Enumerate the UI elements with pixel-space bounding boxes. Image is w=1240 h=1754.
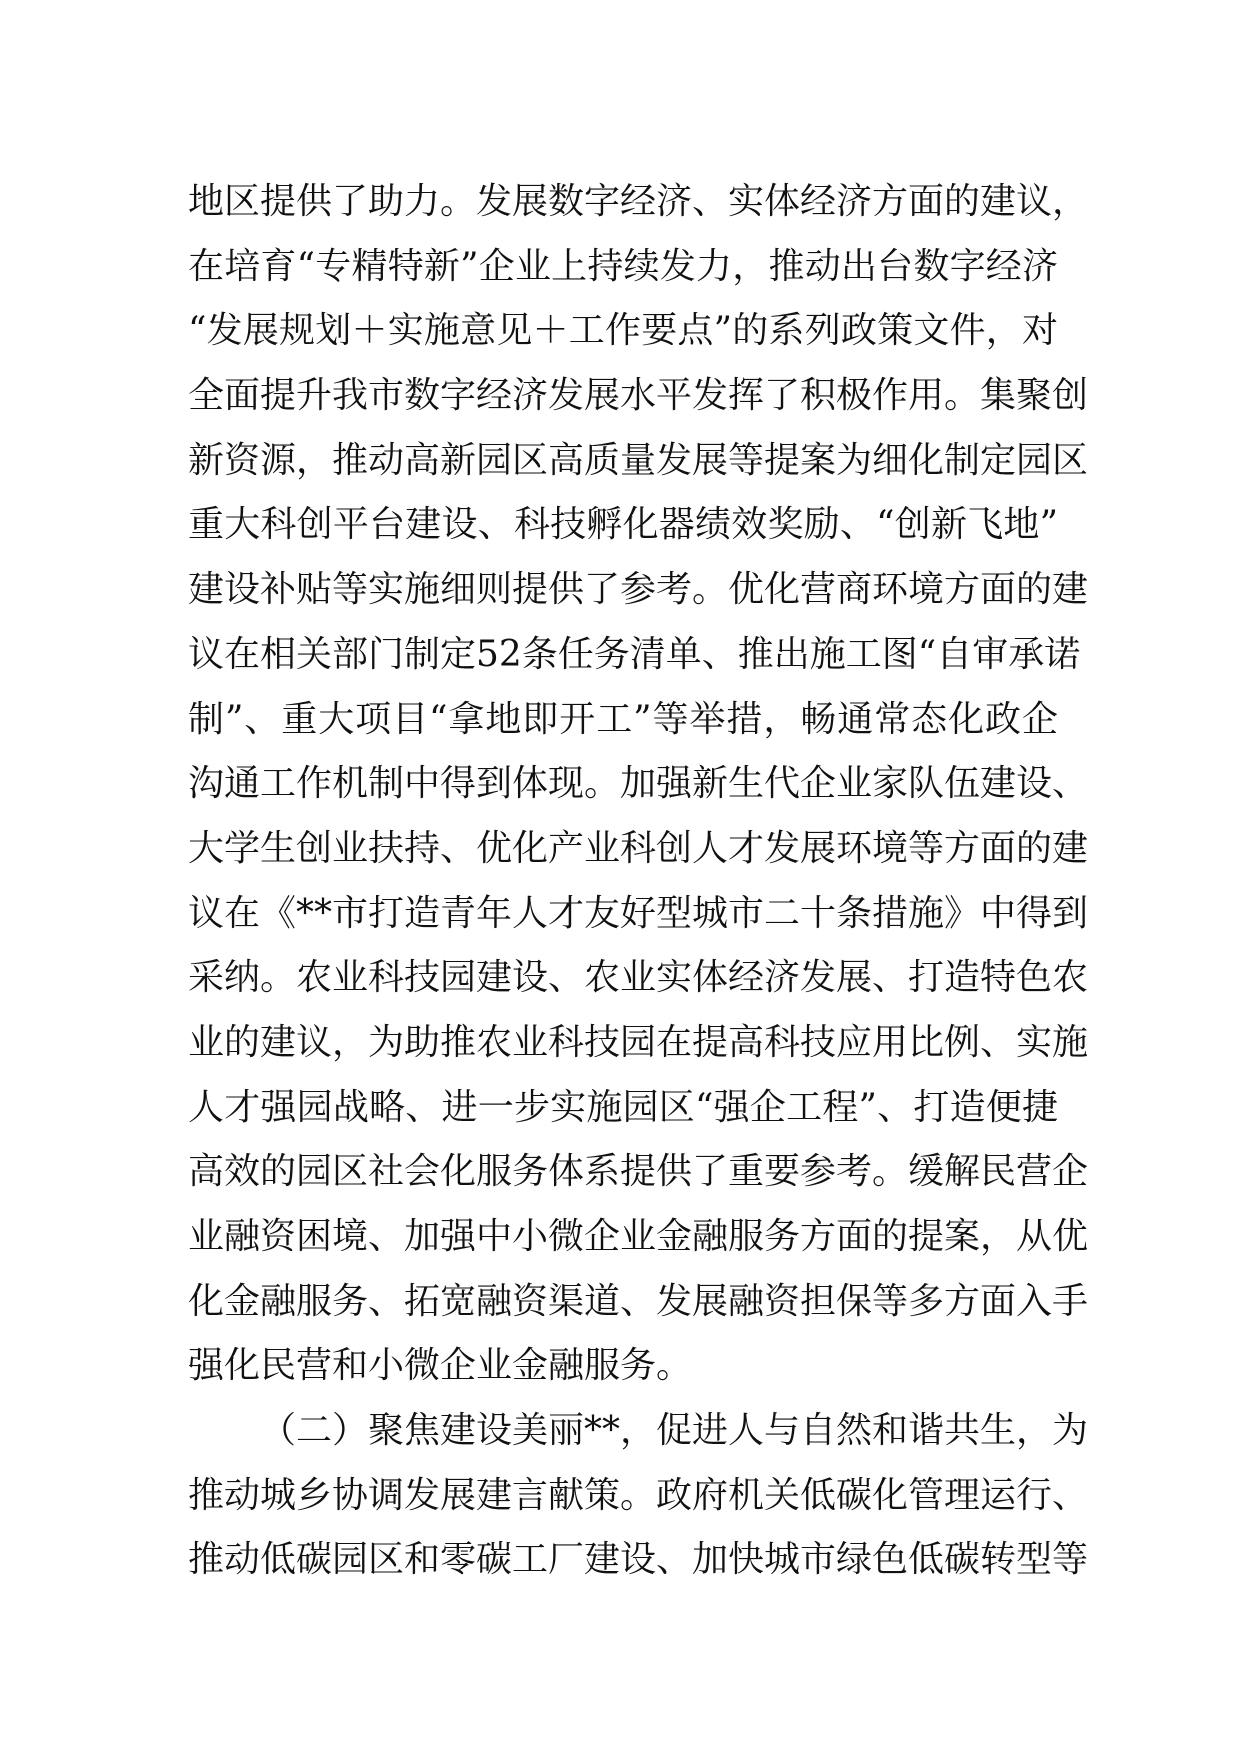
section-heading-line: （二）聚焦建设美丽**，促进人与自然和谐共生，为 xyxy=(260,1410,1089,1452)
text-line: 人才强园战略、进一步实施园区“强企工程”、打造便捷 xyxy=(188,1086,1058,1128)
text-line: “发展规划＋实施意见＋工作要点”的系列政策文件，对 xyxy=(188,310,1058,352)
text-line: 新资源，推动高新园区高质量发展等提案为细化制定园区 xyxy=(188,439,1089,481)
paragraph-end-line: 强化民营和小微企业金融服务。 xyxy=(188,1345,693,1387)
text-line: 地区提供了助力。发展数字经济、实体经济方面的建议， xyxy=(188,181,1089,222)
text-line: 业的建议，为助推农业科技园在提高科技应用比例、实施 xyxy=(188,1021,1089,1063)
text-line: 化金融服务、拓宽融资渠道、发展融资担保等多方面入手 xyxy=(188,1280,1089,1322)
text-line: 高效的园区社会化服务体系提供了重要参考。缓解民营企 xyxy=(188,1151,1089,1193)
text-line: 推动城乡协调发展建言献策。政府机关低碳化管理运行、 xyxy=(188,1474,1089,1516)
text-line: 业融资困境、加强中小微企业金融服务方面的提案，从优 xyxy=(188,1216,1089,1257)
text-line: 推动低碳园区和零碳工厂建设、加快城市绿色低碳转型等 xyxy=(188,1539,1089,1581)
text-line: 建设补贴等实施细则提供了参考。优化营商环境方面的建 xyxy=(188,569,1089,611)
text-line: 大学生创业扶持、优化产业科创人才发展环境等方面的建 xyxy=(188,827,1089,869)
text-line: 制”、重大项目“拿地即开工”等举措，畅通常态化政企 xyxy=(188,698,1058,740)
text-line: 重大科创平台建设、科技孵化器绩效奖励、“创新飞地” xyxy=(188,504,1058,546)
text-line: 议在《**市打造青年人才友好型城市二十条措施》中得到 xyxy=(188,892,1089,934)
text-line: 全面提升我市数字经济发展水平发挥了积极作用。集聚创 xyxy=(188,375,1089,417)
body-text xyxy=(188,170,1089,1593)
text-line: 采纳。农业科技园建设、农业实体经济发展、打造特色农 xyxy=(188,957,1089,999)
text-line: 沟通工作机制中得到体现。加强新生代企业家队伍建设、 xyxy=(188,763,1089,805)
text-line: 在培育“专精特新”企业上持续发力，推动出台数字经济 xyxy=(188,245,1058,287)
text-line: 议在相关部门制定52条任务清单、推出施工图“自审承诺 xyxy=(188,633,1081,675)
